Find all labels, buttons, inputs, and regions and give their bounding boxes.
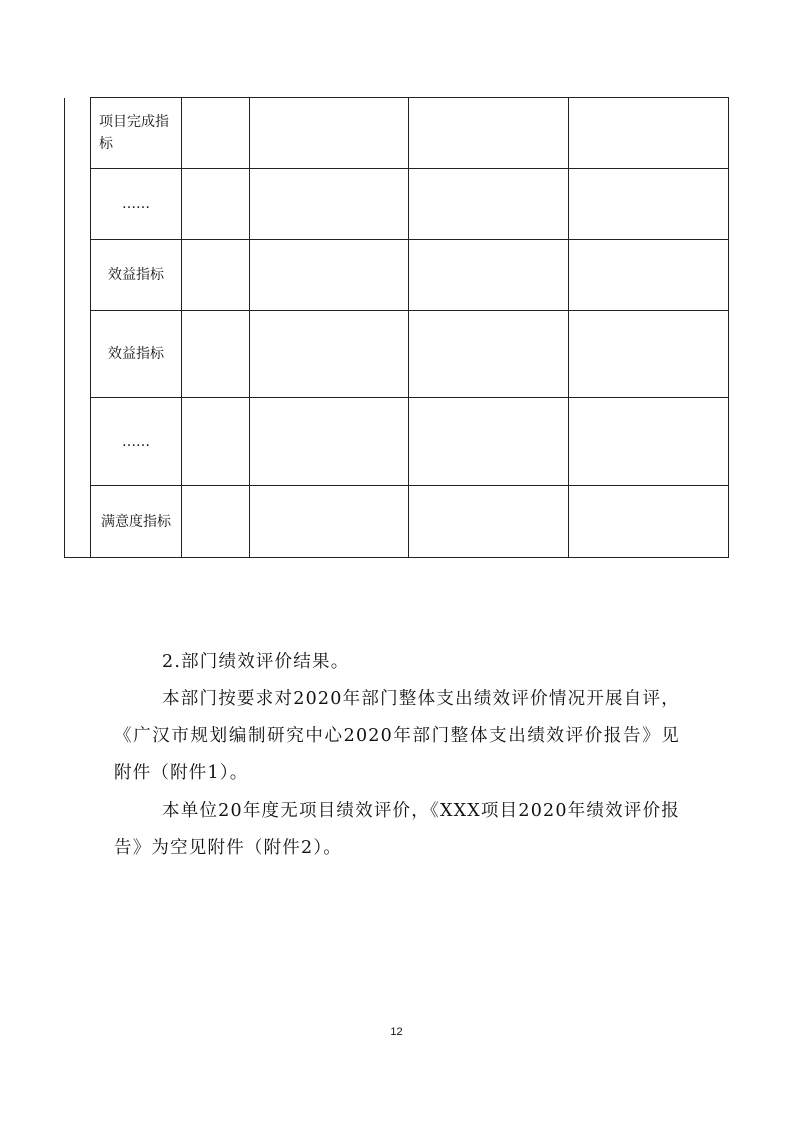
table-row <box>65 398 729 486</box>
indicator-label-cell <box>91 98 182 169</box>
table-row <box>65 169 729 240</box>
section-heading-paragraph <box>114 644 680 681</box>
table-cell <box>250 240 409 311</box>
indicator-label: 项目完成指标 <box>99 114 169 152</box>
table-cell <box>250 398 409 486</box>
indicator-label-cell <box>91 398 182 486</box>
table-cell <box>182 398 250 486</box>
table-cell <box>569 98 729 169</box>
table-cell <box>409 398 569 486</box>
table-row <box>65 311 729 398</box>
table-cell <box>182 311 250 398</box>
body-paragraph-1 <box>114 681 680 792</box>
table-cell <box>182 98 250 169</box>
table-cell <box>569 398 729 486</box>
indicator-label: 满意度指标 <box>101 513 171 530</box>
indicator-label: …… <box>122 196 150 212</box>
merged-category-cell <box>65 98 91 558</box>
indicator-table-wrapper <box>64 97 728 558</box>
indicator-label: 效益指标 <box>108 346 164 362</box>
table-cell <box>409 311 569 398</box>
indicator-label-cell <box>91 311 182 398</box>
section-heading: 2.部门绩效评价结果。 <box>162 652 350 672</box>
table-cell <box>182 169 250 240</box>
indicator-label-cell <box>91 169 182 240</box>
indicator-label-cell <box>91 486 182 558</box>
table-cell <box>182 486 250 558</box>
table-cell <box>250 486 409 558</box>
table-cell <box>569 311 729 398</box>
page-number: 12 <box>390 1026 403 1038</box>
indicator-label: …… <box>122 433 150 450</box>
table-cell <box>409 98 569 169</box>
table-row <box>65 486 729 558</box>
table-cell <box>182 240 250 311</box>
paragraph-1-text: 本部门按要求对2020年部门整体支出绩效评价情况开展自评，《广汉市规划编制研究中心2020年部门整体支出绩效评价报告》见附件（附件1）。 <box>114 689 680 783</box>
table-cell <box>409 169 569 240</box>
table-row <box>65 98 729 169</box>
paragraph-2-text: 本单位20年度无项目绩效评价，《XXX项目2020年绩效评价报告》为空见附件（附件2）。 <box>114 801 680 858</box>
table-cell <box>250 311 409 398</box>
table-row <box>65 240 729 311</box>
table-cell <box>250 169 409 240</box>
table-cell <box>250 98 409 169</box>
indicator-table <box>64 97 729 558</box>
table-cell <box>569 240 729 311</box>
table-cell <box>409 486 569 558</box>
body-paragraph-2 <box>114 793 680 867</box>
indicator-label: 效益指标 <box>108 267 164 283</box>
table-cell <box>569 169 729 240</box>
table-cell <box>409 240 569 311</box>
indicator-label-cell <box>91 240 182 311</box>
table-cell <box>569 486 729 558</box>
